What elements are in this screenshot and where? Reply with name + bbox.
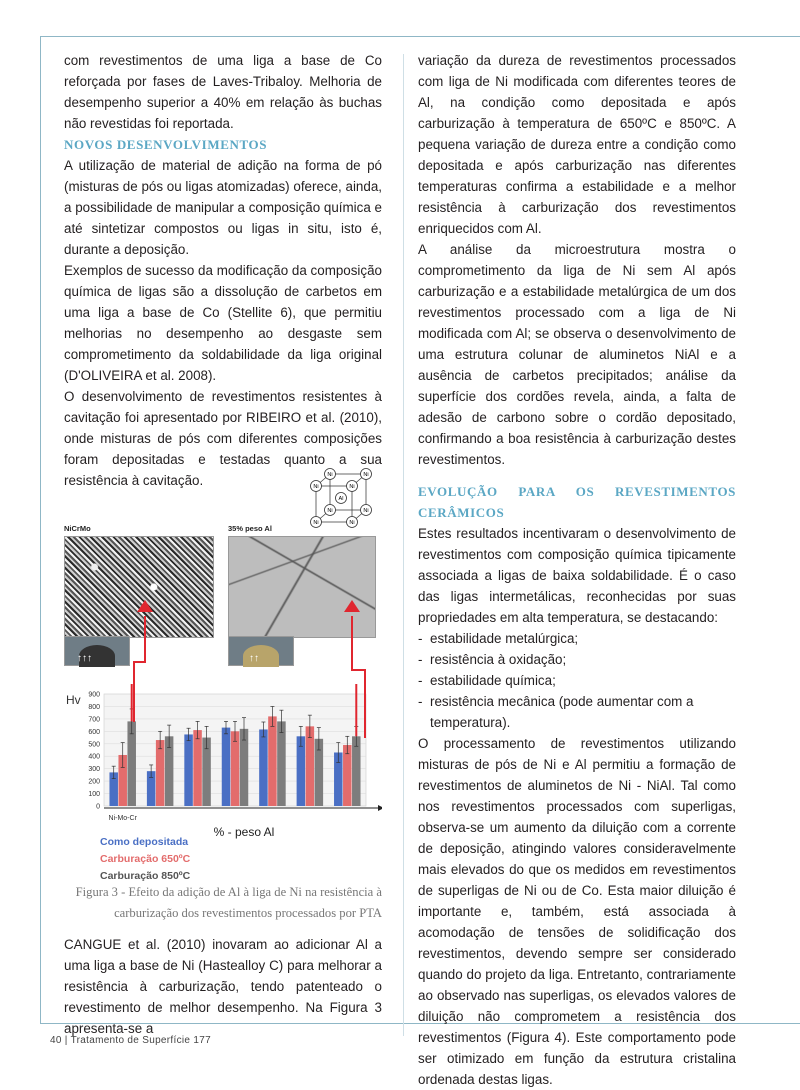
paragraph: variação da dureza de revestimentos processados com liga de Ni modificada com diferentes teores de Al, na condição como depositada e após carburização à temperatura de 650ºC e 850ºC. A pequena variação de dureza entre a condição como depositada e após carburização nas diferentes temperaturas confirma a estabilidade e a melhor resistência à carburização dos revestimentos enriquecidos com Al.: [418, 53, 736, 236]
lattice-atom-label: Ni: [349, 484, 355, 491]
list-item: - estabilidade metalúrgica;: [418, 628, 736, 649]
section-heading: EVOLUÇÃO PARA OS REVESTIMENTOS CERÂMICOS: [418, 484, 736, 520]
chart-bar: [231, 731, 240, 806]
paragraph: O processamento de revestimentos utilizando misturas de pós de Ni e Al permitiu a formação de revestimentos de aluminetos de Ni - NiAl. Tal como nos revestimentos processados com superligas, observa-se um aumento da diluição com a corrente de deposição, atingindo valores consideravelmente mais elevados do que os medidos em revestimentos de superligas de Ni ou de Co. Esta maior diluição é importante e, também, está associada à acomodação de tensões de solidificação dos revestimentos, devendo sempre ser considerado quando do projeto da liga. Entretanto, contrariamente ao observado nas superligas, os elevados valores de diluição não comprometem a resistência dos revestimentos (Figura 4). Este comportamento pode ser otimizado em função da estrutura cristalina ordenada destas ligas.: [418, 736, 736, 1087]
list-item: - resistência mecânica (pode aumentar com a temperatura).: [418, 691, 736, 733]
paragraph: Exemplos de sucesso da modificação da composição química de ligas são a dissolução de carbetos em uma liga a base de Co (Stellite 6), que permitiu melhorias no desempenho ao desgaste sem comprometimento da soldabilidade da liga original (D'OLIVEIRA et al. 2008).: [64, 263, 382, 383]
left-column-continued: [64, 934, 382, 1039]
section-heading: NOVOS DESENVOLVIMENTOS: [64, 137, 268, 152]
paragraph: CANGUE et al. (2010) inovaram ao adicionar Al a uma liga a base de Ni (Hastealloy C) para melhorar a resistência à carburização, tendo patenteado o revestimento de melhor desempenho. Na Figura 3 apresenta-se a: [64, 937, 382, 1036]
y-tick-label: 400: [88, 753, 100, 761]
chart-bar: [297, 736, 306, 806]
x-axis-label: % - peso Al: [213, 825, 275, 839]
chart-bar: [277, 721, 286, 806]
legend-as-deposited: Como depositada: [100, 836, 189, 848]
paragraph: Estes resultados incentivaram o desenvolvimento de revestimentos com composição química tipicamente associada a ligas de baixa soldabilidade. É o caso das ligas intermetálicas, reconhecidas por suas propriedades em alta temperatura, se destacando:: [418, 526, 736, 625]
chart-bar: [268, 716, 277, 806]
x-tick-label: Ni-Mo-Cr: [108, 815, 137, 822]
image-label-nicrmo: NiCrMo: [64, 524, 91, 533]
image-label-al: 35% peso Al: [228, 524, 272, 533]
chart-bar: [184, 734, 193, 806]
y-tick-label: 600: [88, 728, 100, 736]
list-item-text: resistência à oxidação;: [430, 652, 567, 667]
chart-bar: [193, 730, 202, 806]
figure-3: [64, 462, 382, 882]
lattice-atom-label: Ni: [327, 472, 333, 479]
lattice-atom-label: Ni: [327, 508, 333, 515]
paragraph: com revestimentos de uma liga a base de Co reforçada por fases de Laves-Tribaloy. Melhoria de desempenho superior a 40% em relação às buchas não revestidas foi reportada.: [64, 53, 382, 131]
y-axis-label: Hv: [66, 693, 81, 707]
chart-bar: [352, 736, 361, 806]
chart-bar: [222, 728, 231, 806]
bead-photo-right: ↑↑: [228, 636, 294, 666]
paragraph: A utilização de material de adição na forma de pó (misturas de pós ou ligas atomizadas) oferece, ainda, a possibilidade de manipular a composição química e até sintetizar compostos ou ligas in situ, isto é, durante a deposição.: [64, 158, 382, 257]
y-tick-label: 100: [88, 791, 100, 799]
left-column: [64, 50, 382, 491]
y-tick-label: 700: [88, 716, 100, 724]
chart-bar: [156, 740, 165, 806]
figure-caption: Figura 3 - Efeito da adição de Al à liga de Ni na resistência à carburização dos revestimentos processados por PTA: [75, 885, 382, 920]
paragraph: O desenvolvimento de revestimentos resistentes à cavitação foi apresentado por RIBEIRO et al. (2010), onde misturas de pós com diferentes composições foram depositadas e testadas quanto a sua resistência à cavitação.: [64, 389, 382, 488]
bead-photo-left: ↑↑↑: [64, 636, 130, 666]
chart-bar: [343, 745, 352, 806]
list-item: - estabilidade química;: [418, 670, 736, 691]
chart-bar: [306, 726, 315, 806]
y-tick-label: 800: [88, 703, 100, 711]
list-item-text: estabilidade química;: [430, 673, 556, 688]
lattice-atom-label: Al: [338, 496, 344, 503]
x-axis-arrowhead: [378, 805, 382, 811]
y-tick-label: 300: [88, 766, 100, 774]
list-item-text: estabilidade metalúrgica;: [430, 631, 579, 646]
page-frame-top: [40, 36, 800, 37]
legend-carb-650: Carburação 650ºC: [100, 853, 191, 865]
page-frame-left: [40, 36, 41, 1023]
y-tick-label: 500: [88, 741, 100, 749]
lattice-atom-label: Ni: [313, 520, 319, 527]
y-tick-label: 200: [88, 778, 100, 786]
lattice-atom-label: Ni: [313, 484, 319, 491]
chart-bar: [240, 729, 249, 806]
lattice-atom-label: Ni: [363, 508, 369, 515]
list-item: - resistência à oxidação;: [418, 649, 736, 670]
chart-bar: [259, 729, 268, 806]
paragraph: A análise da microestrutura mostra o comprometimento da liga de Ni sem Al após carburização e a estabilidade metalúrgica de um dos revestimentos processado com a liga de Ni modificada com Al; se observa o desenvolvimento de uma estrutura colunar de aluminetos NiAl e a ausência de carbetos precipitados; análise da superfície dos cordões revela, ainda, a falta de adesão de carbono sobre o cordão depositado, confirmando a boa resistência à carburização destes revestimentos.: [418, 242, 736, 467]
lattice-diagram: [308, 466, 378, 536]
column-divider: [403, 54, 404, 1036]
micrograph-nicrmo: [64, 536, 214, 638]
lattice-atom-label: Ni: [349, 520, 355, 527]
page-footer: 40 | Tratamento de Superfície 177: [50, 1035, 211, 1046]
legend-carb-850: Carburação 850ºC: [100, 870, 191, 882]
list-item-text: resistência mecânica (pode aumentar com a temperatura).: [430, 694, 694, 730]
y-tick-label: 900: [88, 691, 100, 699]
y-tick-label: 0: [96, 803, 100, 811]
micrograph-al: [228, 536, 376, 638]
right-column: [418, 50, 736, 1090]
lattice-atom-label: Ni: [363, 472, 369, 479]
